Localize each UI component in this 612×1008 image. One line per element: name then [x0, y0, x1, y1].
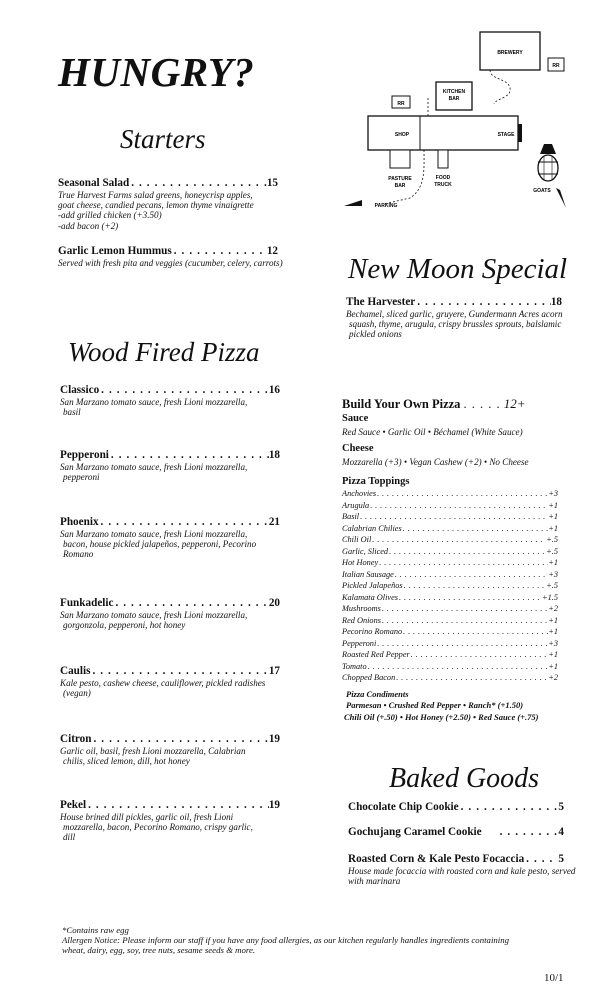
byo-price: 12+: [503, 396, 526, 411]
desc-line: San Marzano tomato sauce, fresh Lioni mozzarella,: [60, 462, 248, 472]
topping-row: [342, 638, 558, 650]
desc-line: squash, thyme, arugula, crispy brussles sprouts, balslamic: [349, 319, 562, 330]
topping-name: Roasted Red Pepper: [342, 650, 410, 659]
leader-dots: [398, 592, 542, 604]
topping-name: Red Onions: [342, 615, 381, 625]
desc-line: Garlic oil, basil, fresh Lioni mozzarella, Calabrian: [60, 746, 246, 756]
allergen-notice: Allergen Notice: Please inform our staff if you have any food allergies, as our kitchen regularly handles ingredients containing: [62, 935, 510, 945]
topping-name: Basil: [342, 512, 360, 521]
item-description: [348, 866, 576, 887]
menu-item-pekel: [60, 799, 280, 843]
item-name: Chocolate Chip Cookie: [348, 801, 459, 813]
leader-dots: [369, 500, 548, 512]
allergen-notice: wheat, dairy, egg, soy, tree nuts, sesame seeds & more.: [62, 945, 256, 955]
topping-row: [342, 592, 558, 604]
item-price: 21: [268, 516, 280, 528]
menu-item-phoenix: [60, 516, 280, 560]
item-price: 19: [268, 733, 280, 745]
topping-row: [342, 511, 558, 523]
item-price: 18: [550, 296, 562, 308]
topping-price: +.5: [546, 546, 558, 556]
topping-name: Pepperoni: [342, 638, 377, 648]
leader-dots: [394, 569, 548, 581]
condiments-heading: Pizza Condiments: [346, 689, 409, 699]
topping-price: +1: [548, 512, 558, 521]
leader-dots: [367, 661, 549, 673]
desc-line: dill: [63, 832, 76, 843]
desc-line: Served with fresh pita and veggies (cucumber, celery, carrots): [58, 258, 283, 268]
pasture-label-2: BAR: [394, 183, 406, 189]
topping-row: [342, 488, 558, 500]
topping-row: [342, 557, 558, 569]
topping-row: [342, 580, 558, 592]
leader-dots: [172, 245, 267, 258]
menu-item-seasonal-salad: [58, 177, 278, 231]
raw-egg-note: *Contains raw egg: [62, 925, 129, 935]
item-description: [58, 258, 283, 268]
item-price: .15: [264, 177, 278, 189]
stage-edge: [518, 124, 522, 142]
item-description: [346, 309, 562, 340]
goats-arrow-icon: [556, 188, 566, 208]
topping-price: +.5: [546, 535, 558, 544]
item-name: Garlic Lemon Hummus: [58, 245, 172, 257]
item-description: [60, 397, 280, 417]
item-description: [60, 678, 280, 698]
main-hall: [368, 116, 518, 150]
item-price: 20: [268, 597, 280, 609]
desc-line: gorgonzola, pepperoni, hot honey: [63, 620, 186, 631]
item-name: The Harvester: [346, 296, 416, 308]
item-price: 5: [558, 801, 564, 813]
topping-price: +2: [548, 673, 558, 682]
topping-price: +1: [548, 627, 558, 636]
topping-row: [342, 534, 558, 546]
byo-title: Build Your Own Pizza: [342, 397, 461, 411]
food-truck-label-2: TRUCK: [434, 182, 452, 188]
brewery-label: BREWERY: [497, 50, 523, 56]
item-name: Seasonal Salad: [58, 177, 130, 189]
toppings-list: [342, 488, 558, 684]
item-price: 5: [558, 853, 564, 865]
desc-line: pepperoni: [63, 472, 100, 483]
leader-dots: [378, 557, 548, 569]
topping-name: Anchovies: [342, 489, 377, 498]
cheese-options: Mozzarella (+3) • Vegan Cashew (+2) • No Cheese: [342, 457, 529, 467]
topping-price: +1.5: [542, 592, 558, 602]
food-truck: [438, 150, 448, 168]
byo-heading: [342, 396, 526, 412]
desc-line: -add bacon (+2): [58, 220, 119, 231]
topping-price: +1: [548, 615, 558, 625]
item-price: 18: [268, 449, 280, 461]
item-name: Classico: [60, 384, 100, 396]
topping-price: +3: [548, 638, 558, 648]
leader-dots: [371, 534, 546, 546]
condiments-line: Parmesan • Crushed Red Pepper • Ranch* (+1.50): [346, 700, 524, 710]
sauce-options: Red Sauce • Garlic Oil • Béchamel (White Sauce): [342, 427, 523, 437]
byo-dots: . . . . .: [463, 397, 501, 411]
kitchen-label-2: BAR: [448, 96, 460, 102]
topping-price: +3: [548, 569, 558, 579]
pizza-heading: Wood Fired Pizza: [68, 337, 260, 367]
topping-name: Italian Sausage: [342, 569, 394, 579]
pasture-label-1: PASTURE: [388, 176, 412, 182]
stage-label: STAGE: [497, 132, 515, 138]
menu-item-caulis: [60, 665, 280, 698]
kitchen-label-1: KITCHEN: [442, 89, 466, 95]
item-name: Pepperoni: [60, 449, 109, 461]
desc-line: House made focaccia with roasted corn and kale pesto, served: [348, 866, 576, 876]
starters-heading: Starters: [120, 124, 206, 154]
item-price: 19: [268, 799, 280, 811]
topping-name: Chili Oil: [342, 535, 372, 544]
desc-line: Bechamel, sliced garlic, gruyere, Gundermann Acres acorn: [346, 309, 563, 319]
condiments-block: [346, 689, 538, 723]
topping-name: Tomato: [342, 661, 367, 671]
leader-dots: [129, 177, 264, 190]
leader-dots: [403, 580, 547, 592]
topping-name: Pecorino Romano: [342, 627, 403, 636]
leader-dots: [459, 801, 559, 814]
desc-line: Romano: [63, 549, 94, 560]
topping-price: +1: [548, 558, 558, 567]
venue-map-drawing: [340, 28, 580, 218]
parking-label: PARKING: [374, 203, 398, 209]
item-name: Caulis: [60, 665, 91, 677]
leader-dots: [402, 626, 548, 638]
topping-price: +1: [548, 500, 558, 510]
cheese-heading: Cheese: [342, 443, 374, 454]
item-name: Pekel: [60, 799, 87, 811]
item-name: Gochujang Caramel Cookie: [348, 826, 482, 838]
topping-row: [342, 626, 558, 638]
leader-dots: [381, 615, 548, 627]
leader-dots: [524, 853, 558, 866]
topping-price: +3: [548, 489, 558, 498]
item-name: Funkadelic: [60, 597, 114, 609]
desc-line: mozzarella, bacon, Pecorino Romano, crispy garlic,: [63, 822, 253, 833]
menu-item-garlic-lemon-hummus: [58, 245, 283, 268]
item-name: Roasted Corn & Kale Pesto Focaccia: [348, 853, 525, 865]
menu-item-classico: [60, 384, 280, 417]
topping-name: Calabrian Chilies: [342, 523, 402, 533]
desc-line: goat cheese, candied pecans, lemon thyme vinaigrette: [58, 200, 254, 211]
toppings-heading: Pizza Toppings: [342, 476, 410, 487]
topping-row: [342, 523, 558, 535]
topping-name: Arugula: [342, 500, 370, 510]
desc-line: basil: [63, 407, 81, 418]
menu-item-pepperoni: [60, 449, 280, 482]
item-description: [60, 529, 280, 560]
leader-dots: [402, 523, 549, 535]
goats-barrel-icon: [538, 144, 558, 181]
topping-name: Pickled Jalapeños: [342, 581, 403, 590]
topping-row: [342, 603, 558, 615]
topping-row: [342, 569, 558, 581]
leader-dots: [395, 672, 548, 684]
desc-line: bacon, house pickled jalapeños, pepperoni, Pecorino: [63, 539, 257, 550]
leader-dots: [99, 384, 269, 397]
desc-line: House brined dill pickles, garlic oil, fresh Lioni: [60, 812, 234, 822]
page-title: HUNGRY?: [58, 49, 255, 95]
item-price: 12: [266, 245, 278, 257]
pasture-bar-building: [390, 150, 410, 168]
topping-row: [342, 661, 558, 673]
leader-dots: [376, 488, 548, 500]
food-truck-label-1: FOOD: [435, 175, 451, 181]
desc-line: pickled onions: [349, 329, 402, 340]
desc-line: San Marzano tomato sauce, fresh Lioni mozzarella,: [60, 610, 248, 620]
leader-dots: [376, 638, 548, 650]
baked-goods-heading: Baked Goods: [389, 763, 540, 794]
topping-name: Kalamata Olives: [342, 592, 398, 602]
item-price: 16: [268, 384, 280, 396]
topping-row: [342, 649, 558, 661]
leader-dots: [410, 649, 549, 661]
item-price: 4: [558, 826, 564, 838]
topping-row: [342, 615, 558, 627]
leader-dots: [92, 733, 269, 746]
desc-line: (vegan): [63, 688, 91, 699]
leader-dots: [482, 826, 559, 839]
item-price: 17: [268, 665, 280, 677]
item-description: [60, 746, 280, 766]
topping-price: +1: [548, 661, 558, 671]
item-description: [58, 190, 278, 231]
desc-line: San Marzano tomato sauce, fresh Lioni mozzarella,: [60, 529, 248, 539]
footer-notes: [62, 925, 509, 955]
item-name: Citron: [60, 733, 92, 745]
desc-line: Kale pesto, cashew cheese, cauliflower, pickled radishes: [60, 678, 266, 688]
desc-line: chilis, sliced lemon, dill, hot honey: [63, 756, 190, 767]
desc-line: -add grilled chicken (+3.50): [58, 210, 162, 221]
desc-line: San Marzano tomato sauce, fresh Lioni mozzarella,: [60, 397, 248, 407]
topping-price: +.5: [546, 581, 558, 590]
menu-item-roasted-corn-focaccia: [348, 853, 576, 887]
parking-arrow-icon: [344, 200, 362, 206]
item-description: [60, 462, 280, 482]
item-description: [60, 610, 280, 630]
menu-item-funkadelic: [60, 597, 280, 630]
item-description: [60, 812, 280, 843]
topping-price: +1: [548, 523, 558, 533]
restroom-top-label: RR: [552, 63, 560, 69]
topping-price: +2: [548, 604, 558, 613]
topping-row: [342, 546, 558, 558]
new-moon-heading: New Moon Special: [348, 253, 568, 285]
menu-item-gochujang-caramel-cookie: [348, 826, 564, 839]
leader-dots: [388, 546, 546, 558]
topping-name: Chopped Bacon: [342, 673, 396, 682]
leader-dots: [359, 511, 548, 523]
leader-dots: [109, 449, 269, 462]
topping-price: +1: [548, 650, 558, 659]
menu-item-the-harvester: [346, 296, 562, 340]
condiments-line: Chili Oil (+.50) • Hot Honey (+2.50) • Red Sauce (+.75): [344, 712, 539, 722]
leader-dots: [381, 603, 548, 615]
leader-dots: [86, 799, 269, 812]
shop-label: SHOP: [394, 132, 410, 138]
topping-name: Mushrooms: [342, 604, 381, 613]
desc-line: True Harvest Farms salad greens, honeycrisp apples,: [58, 190, 253, 200]
menu-item-citron: [60, 733, 280, 766]
leader-dots: [90, 665, 268, 678]
desc-line: with marinara: [348, 876, 401, 887]
topping-row: [342, 500, 558, 512]
leader-dots: [415, 296, 551, 309]
topping-name: Garlic, Sliced: [342, 546, 389, 556]
item-name: Phoenix: [60, 516, 99, 528]
sauce-heading: Sauce: [342, 413, 369, 424]
leader-dots: [113, 597, 268, 610]
topping-row: [342, 672, 558, 684]
goats-label: GOATS: [533, 188, 551, 194]
topping-name: Hot Honey: [342, 558, 379, 567]
menu-item-chocolate-chip-cookie: [348, 801, 564, 814]
leader-dots: [99, 516, 269, 529]
page-number: 10/1: [544, 972, 564, 984]
restroom-left-label: RR: [397, 101, 405, 107]
path-brewery-kitchen: [490, 70, 510, 104]
venue-map: [340, 28, 580, 218]
